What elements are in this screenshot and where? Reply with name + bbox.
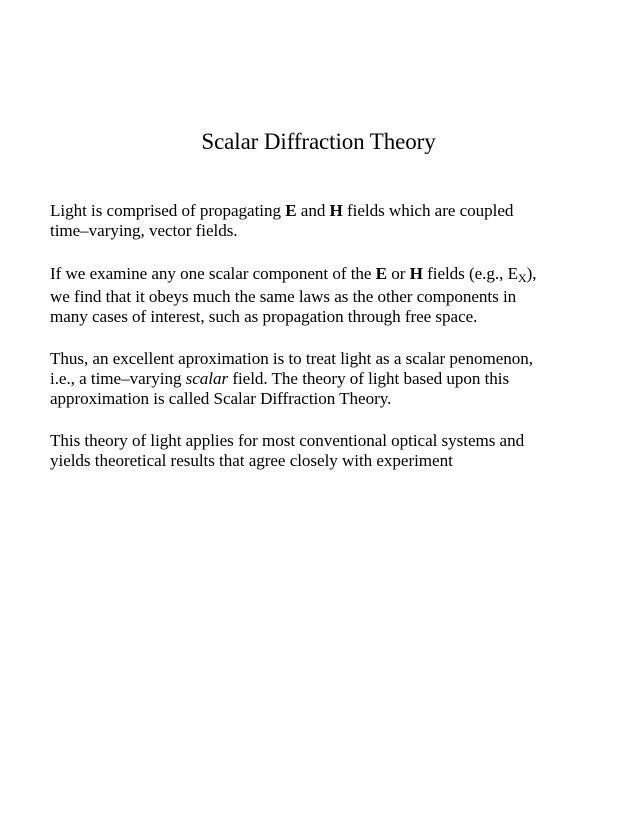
bold-e: E bbox=[285, 201, 297, 220]
text-span: or bbox=[387, 264, 410, 283]
paragraph-fields-definition bbox=[50, 201, 610, 241]
text-span: fields which are coupled bbox=[342, 201, 514, 220]
text-span: approximation is called Scalar Diffraction Theory. bbox=[50, 389, 392, 408]
text-span: yields theoretical results that agree closely with experiment bbox=[50, 451, 453, 470]
text-span: fields (e.g., E bbox=[422, 264, 518, 283]
paragraph-applicability bbox=[50, 431, 610, 471]
bold-h: H bbox=[409, 264, 423, 283]
text-span: and bbox=[296, 201, 330, 220]
paragraph-scalar-approximation bbox=[50, 349, 610, 409]
text-span: ), bbox=[526, 264, 537, 283]
text-span: i.e., a time–varying bbox=[50, 369, 186, 388]
text-span: This theory of light applies for most conventional optical systems and bbox=[50, 431, 525, 450]
page-title: Scalar Diffraction Theory bbox=[201, 129, 436, 154]
text-span: If we examine any one scalar component of the bbox=[50, 264, 376, 283]
text-span: we find that it obeys much the same laws as the other components in bbox=[50, 287, 517, 306]
bold-h: H bbox=[329, 201, 343, 220]
text-span: time–varying, vector fields. bbox=[50, 221, 238, 240]
text-span: many cases of interest, such as propagation through free space. bbox=[50, 307, 478, 326]
bold-e: E bbox=[375, 264, 388, 283]
text-span: field. The theory of light based upon this bbox=[228, 369, 510, 388]
subscript-x: X bbox=[517, 271, 527, 285]
italic-scalar: scalar bbox=[185, 369, 229, 388]
paragraph-scalar-component bbox=[50, 264, 610, 327]
text-span: Thus, an excellent aproximation is to treat light as a scalar penomenon, bbox=[50, 349, 533, 368]
text-span: Light is comprised of propagating bbox=[50, 201, 286, 220]
text-line bbox=[50, 264, 610, 287]
